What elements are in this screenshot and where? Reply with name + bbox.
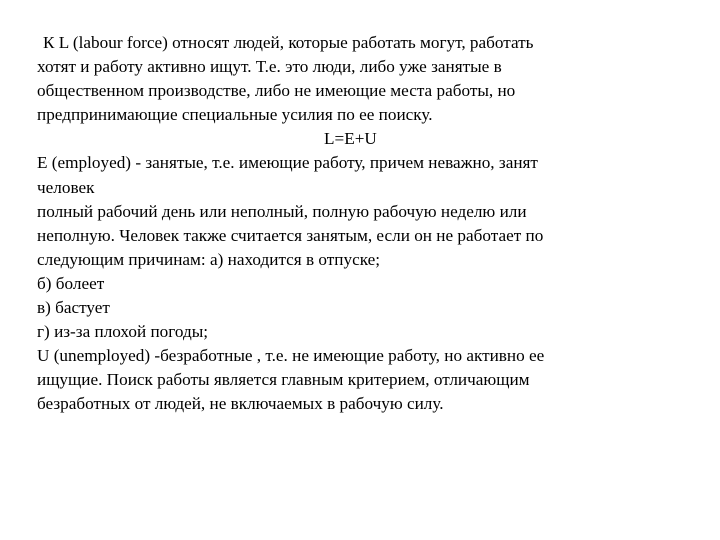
text-line: неполную. Человек также считается занятым, если он не работает по	[37, 225, 544, 245]
text-line: хотят и работу активно ищут. Т.е. это люди, либо уже занятые в	[37, 57, 502, 77]
text-line: человек	[37, 177, 95, 197]
text-line-labour-force-intro: К L (labour force) относят людей, которые работать могут, работать	[43, 33, 534, 52]
text-line: следующим причинам: а) находится в отпуске;	[37, 249, 381, 269]
body-text	[37, 31, 687, 417]
text-line: предпринимающие специальные усилия по ее поиску.	[37, 105, 433, 125]
text-line: ищущие. Поиск работы является главным критерием, отличающим	[37, 370, 530, 390]
text-line: полный рабочий день или неполный, полную рабочую неделю или	[37, 201, 527, 221]
list-item: г) из-за плохой погоды;	[37, 322, 209, 342]
list-item: в) бастует	[37, 298, 110, 318]
list-item: б) болеет	[37, 273, 105, 293]
text-line-unemployed-definition: U (unemployed) -безработные , т.е. не имеющие работу, но активно ее	[37, 346, 545, 366]
text-line: безработных от людей, не включаемых в рабочую силу.	[37, 394, 444, 414]
text-line: общественном производстве, либо не имеющие места работы, но	[37, 81, 516, 101]
text-line-employed-definition: E (employed) - занятые, т.е. имеющие работу, причем неважно, занят	[37, 153, 538, 173]
formula-line: L=E+U	[324, 129, 377, 149]
